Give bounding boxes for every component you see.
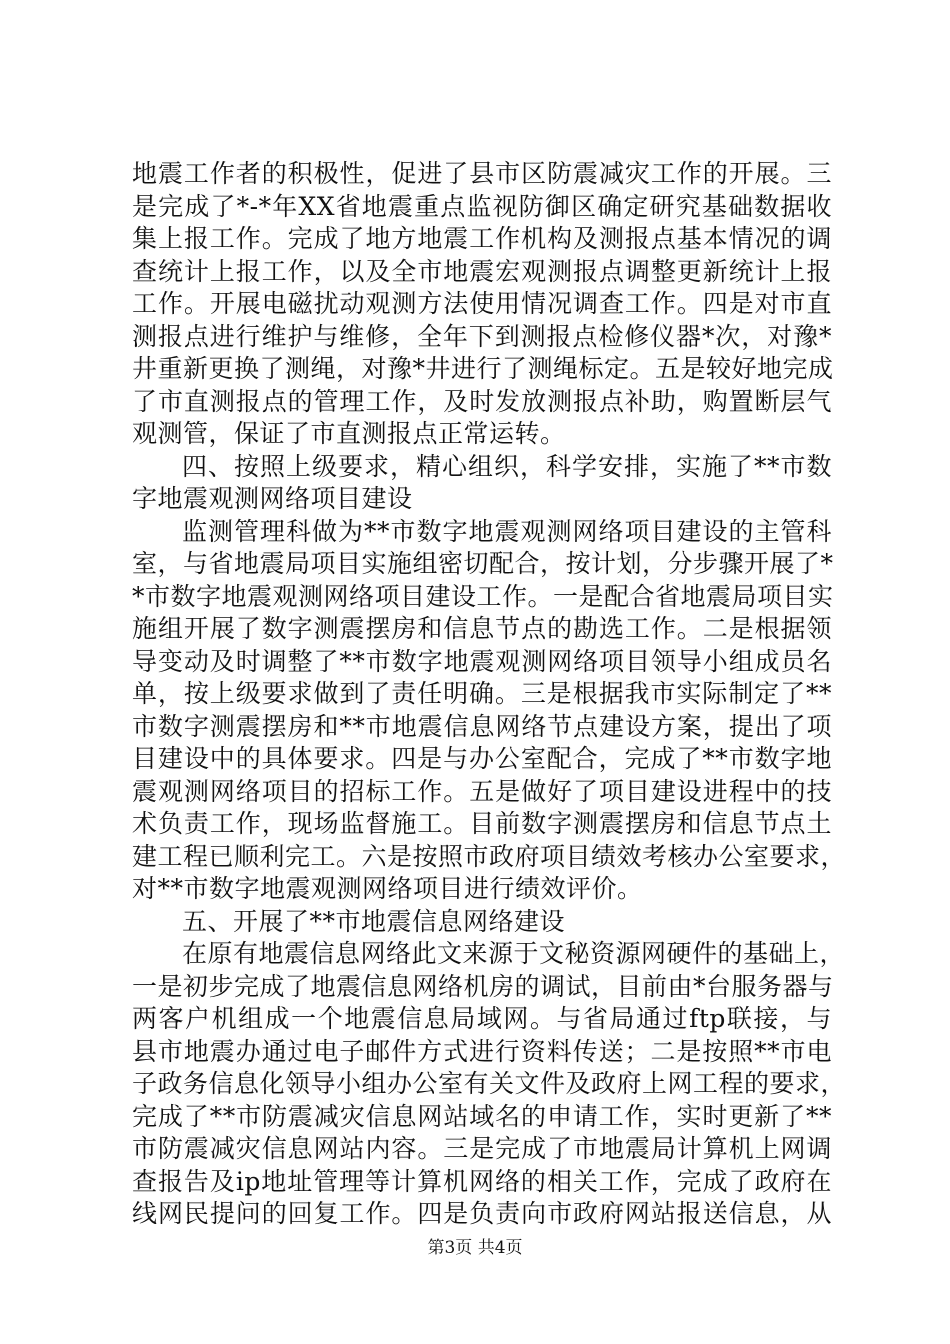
text-line: 了市直测报点的管理工作，及时发放测报点补助，购置断层气 (132, 386, 832, 416)
text-line: 在原有地震信息网络此文来源于文秘资源网硬件的基础上， (182, 939, 846, 968)
text-line: 查统计上报工作，以及全市地震宏观测报点调整更新统计上报 (132, 256, 832, 286)
text-line: 室，与省地震局项目实施组密切配合，按计划，分步骤开展了* (132, 549, 834, 578)
text-line: 术负责工作，现场监督施工。目前数字测震摆房和信息节点土 (132, 809, 832, 838)
document-body (132, 158, 847, 1231)
text-line: 工作。开展电磁扰动观测方法使用情况调查工作。四是对市直 (132, 289, 832, 318)
text-line: 建工程已顺利完工。六是按照市政府项目绩效考核办公室要求， (132, 841, 847, 871)
text-line: 施组开展了数字测震摆房和信息节点的勘选工作。二是根据领 (132, 614, 832, 643)
text-line: 县市地震办通过电子邮件方式进行资料传送；二是按照**市电 (132, 1036, 832, 1066)
text-line: 对**市数字地震观测网络项目进行绩效评价。 (132, 874, 643, 903)
text-line: 查报告及ip地址管理等计算机网络的相关工作，完成了政府在 (132, 1166, 832, 1196)
text-line: 一是初步完成了地震信息网络机房的调试，目前由*台服务器与 (132, 971, 834, 1001)
text-line: 市防震减灾信息网站内容。三是完成了市地震局计算机上网调 (132, 1134, 832, 1163)
text-line: *市数字地震观测网络项目建设工作。一是配合省地震局项目实 (132, 581, 834, 611)
text-line: 五、开展了**市地震信息网络建设 (182, 906, 566, 936)
text-line: 目建设中的具体要求。四是与办公室配合，完成了**市数字地 (132, 744, 832, 773)
text-line: 四、按照上级要求，精心组织，科学安排，实施了**市数 (182, 451, 832, 481)
text-line: 是完成了*-*年XX省地震重点监视防御区确定研究基础数据收 (132, 191, 832, 221)
text-line: 子政务信息化领导小组办公室有关文件及政府上网工程的要求， (132, 1069, 847, 1098)
text-line: 地震工作者的积极性，促进了县市区防震减灾工作的开展。三 (132, 159, 832, 188)
text-line: 两客户机组成一个地震信息局域网。与省局通过ftp联接，与 (132, 1004, 832, 1033)
text-line: 导变动及时调整了**市数字地震观测网络项目领导小组成员名 (132, 646, 832, 676)
text-line: 监测管理科做为**市数字地震观测网络项目建设的主管科 (182, 516, 832, 546)
text-line: 井重新更换了测绳，对豫*井进行了测绳标定。五是较好地完成 (132, 354, 834, 383)
text-line: 测报点进行维护与维修，全年下到测报点检修仪器*次，对豫* (132, 321, 832, 351)
text-line: 完成了**市防震减灾信息网站域名的申请工作，实时更新了** (132, 1101, 832, 1131)
text-line: 集上报工作。完成了地方地震工作机构及测报点基本情况的调 (132, 224, 832, 253)
text-line: 震观测网络项目的招标工作。五是做好了项目建设进程中的技 (132, 776, 832, 806)
text-line: 观测管，保证了市直测报点正常运转。 (132, 419, 566, 448)
text-line: 市数字测震摆房和**市地震信息网络节点建设方案，提出了项 (132, 711, 832, 741)
text-line: 线网民提问的回复工作。四是负责向市政府网站报送信息，从 (132, 1199, 832, 1228)
text-line: 字地震观测网络项目建设 (132, 484, 413, 513)
page-footer: 第3页 共4页 (427, 1238, 523, 1258)
text-line: 单，按上级要求做到了责任明确。三是根据我市实际制定了** (132, 679, 832, 708)
